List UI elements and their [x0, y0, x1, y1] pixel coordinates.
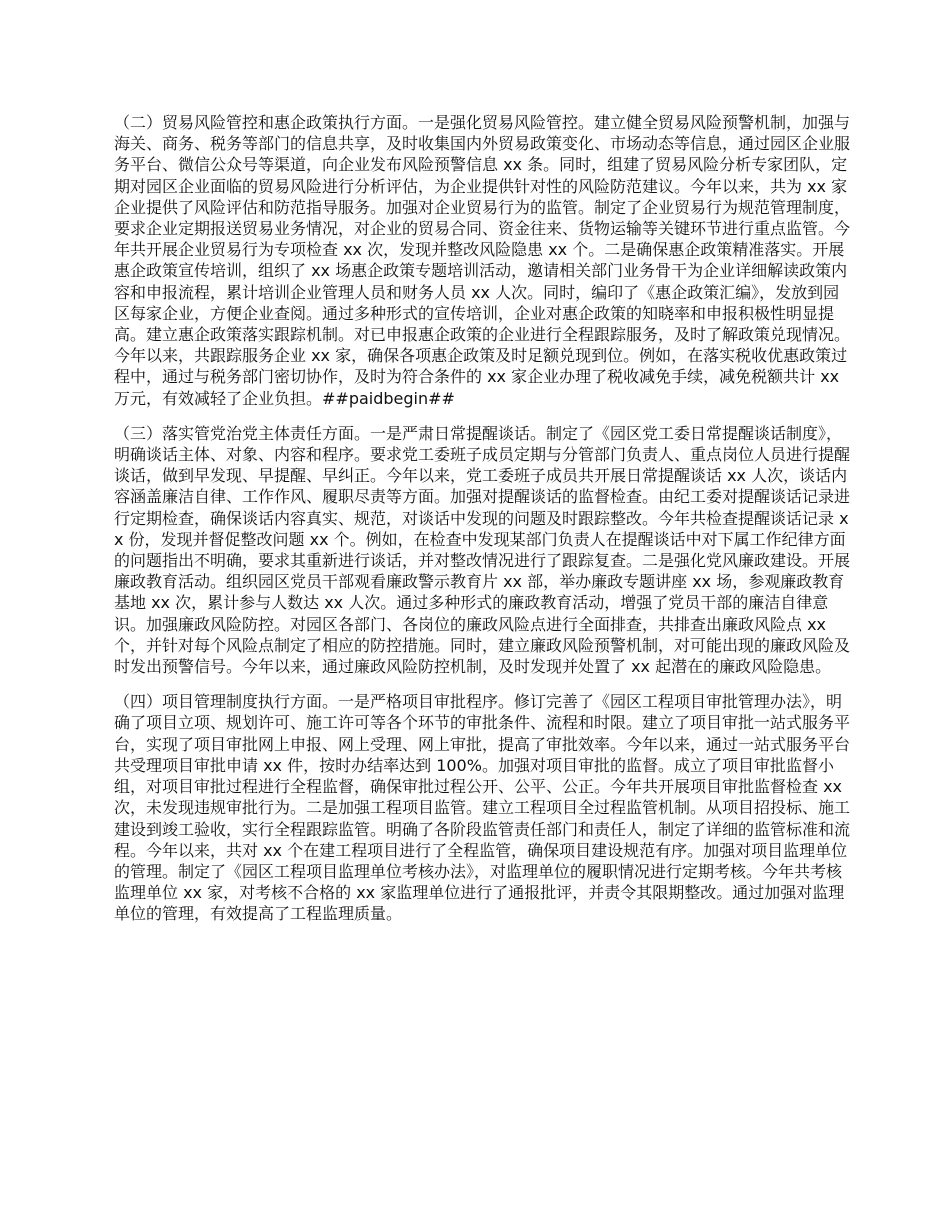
paragraph-trade-risk-policy: （二）贸易风险管控和惠企政策执行方面。一是强化贸易风险管控。建立健全贸易风险预警机制，加强与海关、商务、税务等部门的信息共享，及时收集国内外贸易政策变化、市场动态等信息，通过园区企业服务平台、微信公众号等渠道，向企业发布风险预警信息 xx 条。同时，组建了贸易风险分析专家团队，定期对园区企业面临的贸易风险进行分析评估，为企业提供针对性的风险防范建议。今年以来，共为 xx 家企业提供了风险评估和防范指导服务。加强对企业贸易行为的监管。制定了企业贸易行为规范管理制度，要求企业定期报送贸易业务情况，对企业的贸易合同、资金往来、货物运输等关键环节进行重点监管。今年共开展企业贸易行为专项检查 xx 次，发现并整改风险隐患 xx 个。二是确保惠企政策精准落实。开展惠企政策宣传培训，组织了 xx 场惠企政策专题培训活动，邀请相关部门业务骨干为企业详细解读政策内容和申报流程，累计培训企业管理人员和财务人员 xx 人次。同时，编印了《惠企政策汇编》，发放到园区每家企业，方便企业查阅。通过多种形式的宣传培训，企业对惠企政策的知晓率和申报积极性明显提高。建立惠企政策落实跟踪机制。对已申报惠企政策的企业进行全程跟踪服务，及时了解政策兑现情况。今年以来，共跟踪服务企业 xx 家，确保各项惠企政策及时足额兑现到位。例如，在落实税收优惠政策过程中，通过与税务部门密切协作，及时为符合条件的 xx 家企业办理了税收减免手续，减免税额共计 xx 万元，有效减轻了企业负担。##paidbegin## [114, 113, 851, 408]
paragraph-project-management: （四）项目管理制度执行方面。一是严格项目审批程序。修订完善了《园区工程项目审批管理办法》，明确了项目立项、规划许可、施工许可等各个环节的审批条件、流程和时限。建立了项目审批一站式服务平台，实现了项目审批网上申报、网上受理、网上审批，提高了审批效率。今年以来，通过一站式服务平台共受理项目审批申请 xx 件，按时办结率达到 100%。加强对项目审批的监督。成立了项目审批监督小组，对项目审批过程进行全程监督，确保审批过程公开、公平、公正。今年共开展项目审批监督检查 xx 次，未发现违规审批行为。二是加强工程项目监管。建立工程项目全过程监管机制。从项目招投标、施工建设到竣工验收，实行全程跟踪监管。明确了各阶段监管责任部门和责任人，制定了详细的监管标准和流程。今年以来，共对 xx 个在建工程项目进行了全程监管，确保项目建设规范有序。加强对项目监理单位的管理。制定了《园区工程项目监理单位考核办法》，对监理单位的履职情况进行定期考核。今年共考核监理单位 xx 家，对考核不合格的 xx 家监理单位进行了通报批评，并责令其限期整改。通过加强对监理单位的管理，有效提高了工程监理质量。 [114, 692, 851, 924]
document-body [114, 112, 850, 939]
paragraph-party-responsibility: （三）落实管党治党主体责任方面。一是严肃日常提醒谈话。制定了《园区党工委日常提醒谈话制度》，明确谈话主体、对象、内容和程序。要求党工委班子成员定期与分管部门负责人、重点岗位人员进行提醒谈话，做到早发现、早提醒、早纠正。今年以来，党工委班子成员共开展日常提醒谈话 xx 人次，谈话内容涵盖廉洁自律、工作作风、履职尽责等方面。加强对提醒谈话的监督检查。由纪工委对提醒谈话记录进行定期检查，确保谈话内容真实、规范，对谈话中发现的问题及时跟踪整改。今年共检查提醒谈话记录 xx 份，发现并督促整改问题 xx 个。例如，在检查中发现某部门负责人在提醒谈话中对下属工作纪律方面的问题指出不明确，要求其重新进行谈话，并对整改情况进行了跟踪复查。二是强化党风廉政建设。开展廉政教育活动。组织园区党员干部观看廉政警示教育片 xx 部，举办廉政专题讲座 xx 场，参观廉政教育基地 xx 次，累计参与人数达 xx 人次。通过多种形式的廉政教育活动，增强了党员干部的廉洁自律意识。加强廉政风险防控。对园区各部门、各岗位的廉政风险点进行全面排查，共排查出廉政风险点 xx 个，并针对每个风险点制定了相应的防控措施。同时，建立廉政风险预警机制，对可能出现的廉政风险及时发出预警信号。今年以来，通过廉政风险防控机制，及时发现并处置了 xx 起潜在的廉政风险隐患。 [114, 423, 851, 677]
